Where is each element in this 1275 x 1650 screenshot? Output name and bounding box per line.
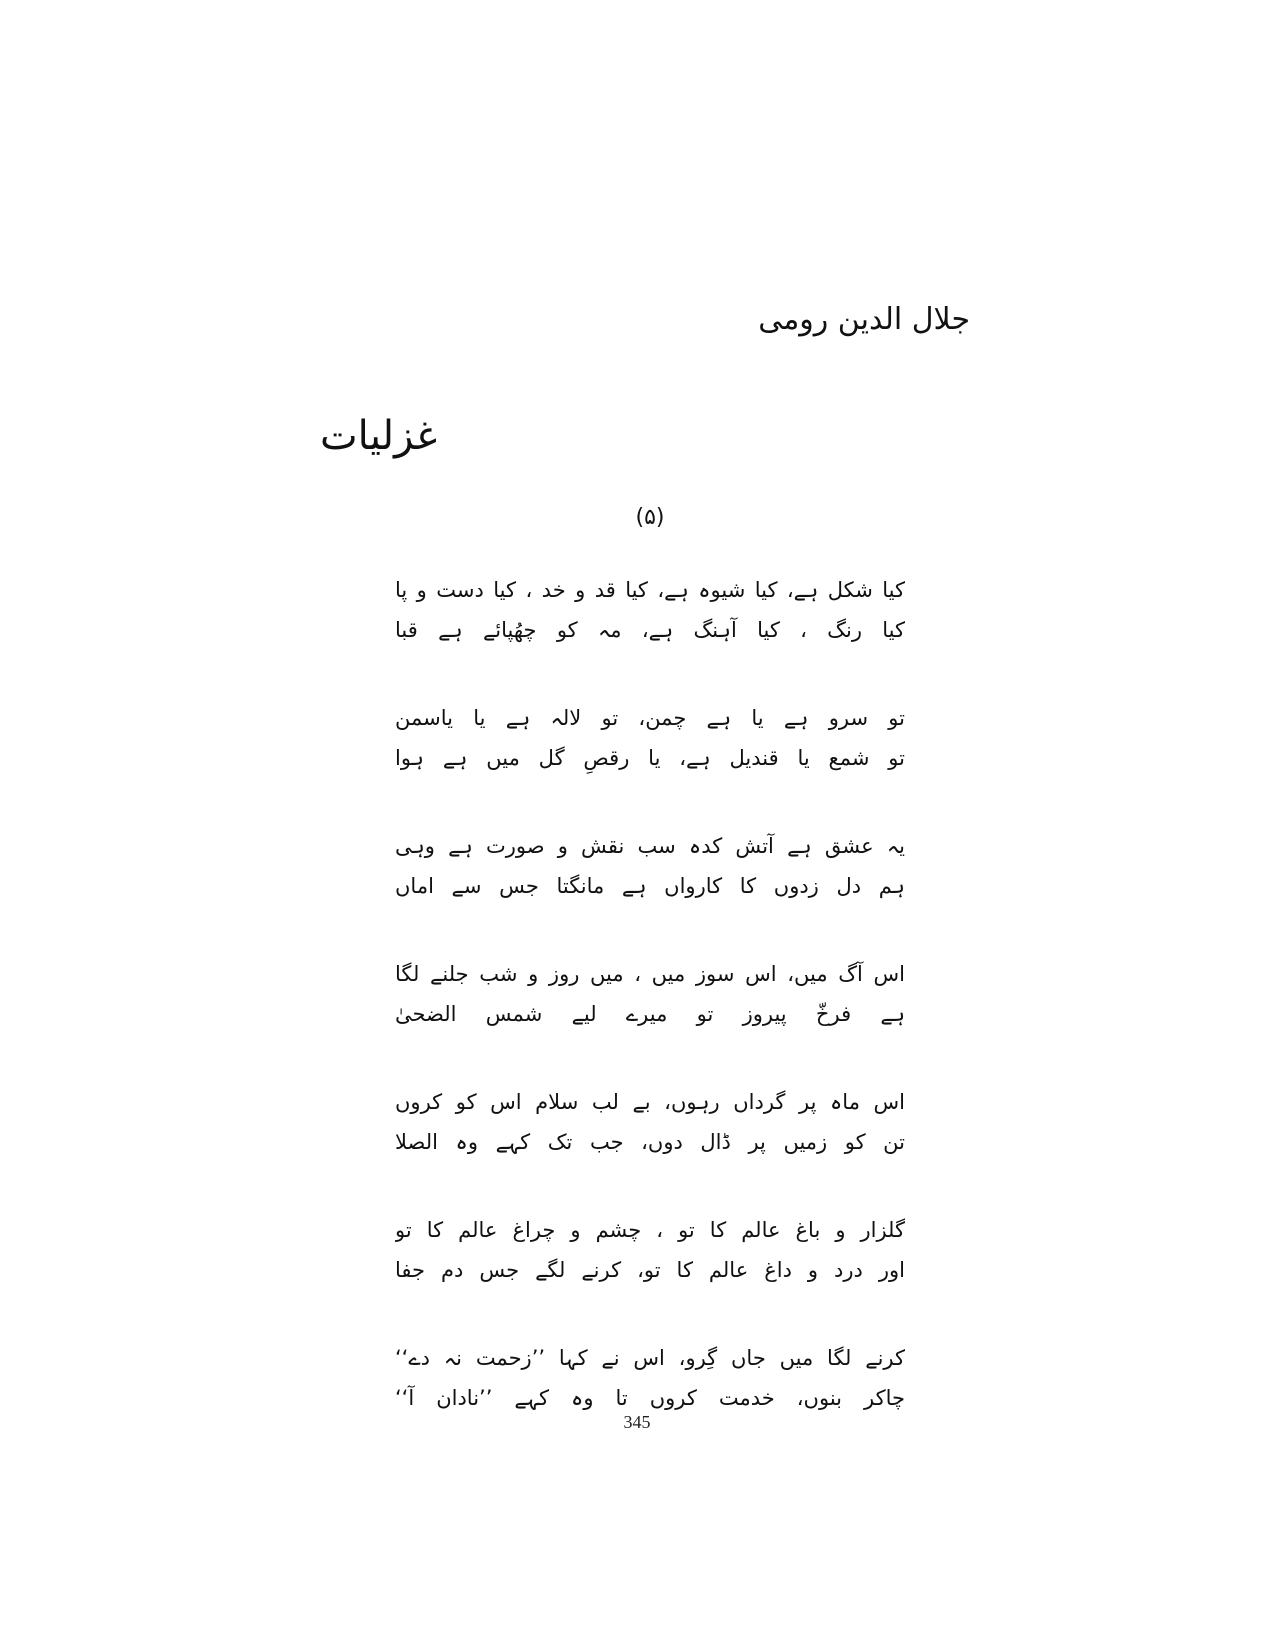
verse-line: ہے فرخّ پیروز تو میرے لیے شمس الضحیٰ bbox=[395, 1002, 905, 1026]
stanza-1 bbox=[395, 570, 905, 650]
verse-line: گلزار و باغ عالم کا تو ، چشم و چراغ عالم کا تو bbox=[395, 1218, 905, 1242]
verse-line: اس آگ میں، اس سوز میں ، میں روز و شب جلنے لگا bbox=[395, 962, 905, 986]
stanza-3 bbox=[395, 826, 905, 906]
verse-line: اس ماہ پر گرداں رہوں، بے لب سلام اس کو کروں bbox=[395, 1090, 905, 1114]
verse-line: کرنے لگا میں جاں گِرو، اس نے کہا ’’زحمت نہ دے‘‘ bbox=[395, 1346, 905, 1370]
verse-line: ہم دل زدوں کا کارواں ہے مانگتا جس سے اماں bbox=[395, 874, 905, 898]
stanza-4 bbox=[395, 954, 905, 1034]
stanza-2 bbox=[395, 698, 905, 778]
verse-line: کیا رنگ ، کیا آہنگ ہے، مہ کو چھُپائے ہے قبا bbox=[395, 618, 905, 642]
verse-line: یہ عشق ہے آتش کدہ سب نقش و صورت ہے وہی bbox=[395, 834, 905, 858]
poem-body bbox=[395, 570, 905, 1466]
stanza-6 bbox=[395, 1210, 905, 1290]
verse-line: اور درد و داغ عالم کا تو، کرنے لگے جس دم جفا bbox=[395, 1258, 905, 1282]
verse-line: تو سرو ہے یا ہے چمن، تو لالہ ہے یا یاسمن bbox=[395, 706, 905, 730]
verse-line: کیا شکل ہے، کیا شیوہ ہے، کیا قد و خد ، کیا دست و پا bbox=[395, 578, 905, 602]
verse-line: چاکر بنوں، خدمت کروں تا وہ کہے ’’نادان آ‘‘ bbox=[395, 1386, 905, 1410]
page-number: 345 bbox=[623, 1412, 651, 1432]
verse-line: تن کو زمیں پر ڈال دوں، جب تک کہے وہ الصلا bbox=[395, 1130, 905, 1154]
verse-line: تو شمع یا قندیل ہے، یا رقصِ گل میں ہے ہوا bbox=[395, 746, 905, 770]
section-title: غزلیات bbox=[320, 413, 438, 459]
author-heading: جلال الدین رومی bbox=[758, 302, 970, 337]
stanza-7 bbox=[395, 1338, 905, 1418]
poem-number: (۵) bbox=[635, 505, 665, 530]
stanza-5 bbox=[395, 1082, 905, 1162]
